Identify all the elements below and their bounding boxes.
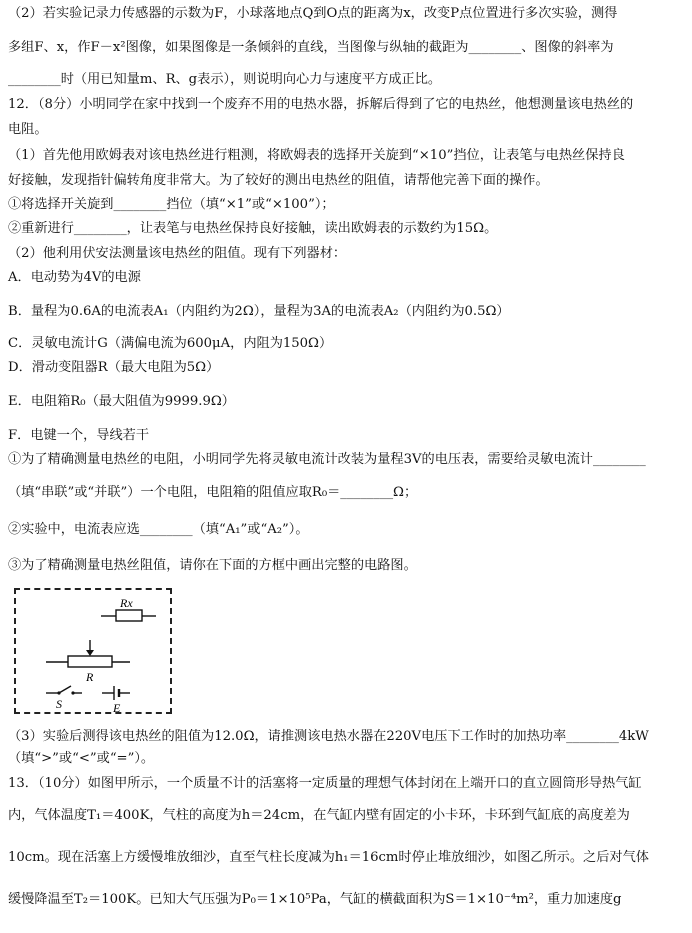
text-line: ③为了精确测量电热丝阻值，请你在下面的方框中画出完整的电路图。: [8, 558, 417, 573]
text-line: ②实验中，电流表应选________（填“A₁”或“A₂”）。: [8, 522, 309, 537]
text-line: 好接触，发现指针偏转角度非常大。为了较好的测出电热丝的阻值，请帮他完善下面的操作。: [8, 173, 549, 188]
text-line: （2）他利用伏安法测量该电热丝的阻值。现有下列器材：: [8, 246, 347, 261]
text-line: F．电键一个，导线若干: [8, 428, 150, 443]
text-line: （1）首先他用欧姆表对该电热丝进行粗测，将欧姆表的选择开关旋到“×10”挡位，让表笔与电热丝保持良: [8, 148, 625, 163]
text-line: （3）实验后测得该电热丝的阻值为12.0Ω，请推测该电热水器在220V电压下工作时的加热功率________4kW: [8, 729, 649, 744]
text-line: 多组F、x，作F－x²图像，如果图像是一条倾斜的直线，当图像与纵轴的截距为________、图像的斜率为: [8, 40, 614, 55]
text-line: 电阻。: [8, 122, 48, 137]
text-line: D．滑动变阻器R（最大电阻为5Ω）: [8, 360, 220, 375]
text-line: C．灵敏电流计G（满偏电流为600μA，内阻为150Ω）: [8, 336, 333, 351]
circuit-diagram-box: [14, 588, 172, 714]
text-line: 12．（8分）小明同学在家中找到一个废弃不用的电热水器，拆解后得到了它的电热丝，他想测量该电热丝的: [8, 97, 634, 112]
label-e: E: [113, 701, 121, 712]
text-line: ①将选择开关旋到________挡位（填“×1”或“×100”）；: [8, 197, 335, 212]
text-line: E．电阻箱R₀（最大阻值为9999.9Ω）: [8, 394, 235, 409]
text-line: 10cm。现在活塞上方缓慢堆放细沙，直至气柱长度减为h₁＝16cm时停止堆放细沙，如图乙所示。之后对气体: [8, 850, 649, 865]
text-line: 缓慢降温至T₂＝100K。已知大气压强为P₀＝1×10⁵Pa，气缸的横截面积为S＝1×10⁻⁴m²，重力加速度g: [8, 892, 622, 907]
label-s: S: [56, 697, 62, 711]
circuit-components: [16, 590, 170, 712]
label-r: R: [86, 670, 94, 684]
text-line: ________时（用已知量m、R、g表示），则说明向心力与速度平方成正比。: [8, 72, 442, 87]
text-line: A．电动势为4V的电源: [8, 270, 141, 285]
text-line: 内，气体温度T₁＝400K，气柱的高度为h＝24cm，在气缸内壁有固定的小卡环，卡环到气缸底的高度差为: [8, 808, 630, 823]
rheostat-r: [46, 640, 130, 684]
text-line: ②重新进行________，让表笔与电热丝保持良好接触，读出欧姆表的示数约为15Ω。: [8, 221, 498, 236]
text-line: ①为了精确测量电热丝的电阻，小明同学先将灵敏电流计改装为量程3V的电压表，需要给灵敏电流计________: [8, 452, 646, 467]
text-line: （填“>”或“<”或“=”）。: [8, 751, 155, 766]
text-line: （填“串联”或“并联”）一个电阻，电阻箱的阻值应取R₀＝________Ω；: [8, 485, 418, 500]
text-line: （2）若实验记录力传感器的示数为F，小球落地点Q到O点的距离为x，改变P点位置进行多次实验，测得: [8, 6, 618, 21]
battery-e: [102, 686, 130, 712]
resistor-rx: [101, 596, 156, 621]
switch-s: [46, 686, 82, 711]
label-rx: Rx: [120, 596, 133, 610]
text-line: 13．（10分）如图甲所示，一个质量不计的活塞将一定质量的理想气体封闭在上端开口的直立圆筒形导热气缸: [8, 776, 642, 791]
text-line: B．量程为0.6A的电流表A₁（内阻约为2Ω），量程为3A的电流表A₂（内阻约为0.5Ω）: [8, 304, 510, 319]
